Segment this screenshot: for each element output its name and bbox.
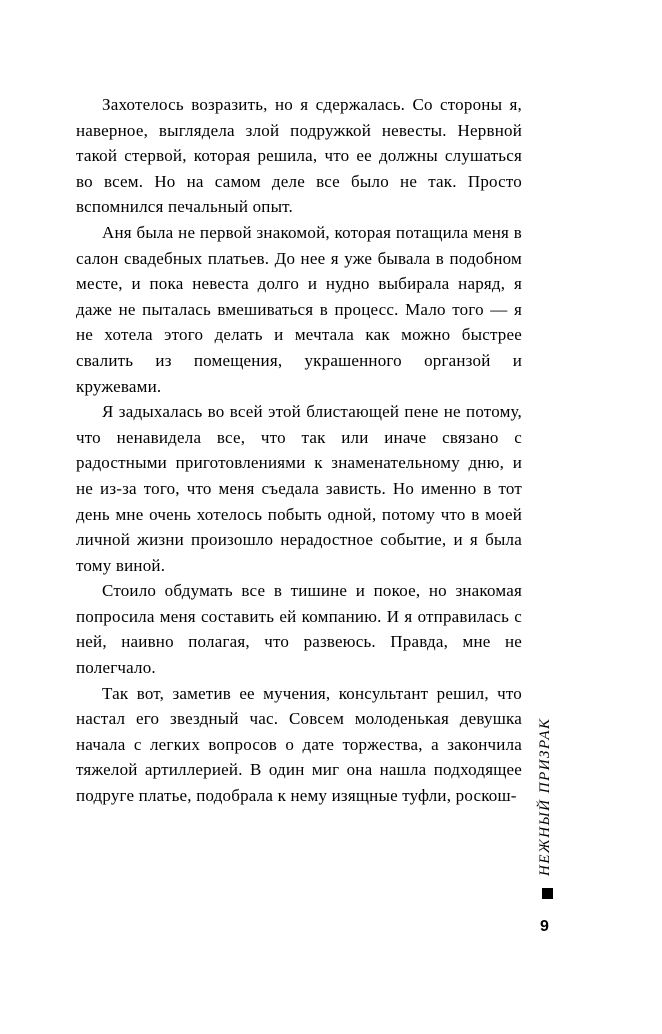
body-text [76,92,522,809]
margin-square-marker [542,888,553,899]
page-number: 9 [540,918,549,935]
paragraph: Захотелось возразить, но я сдержалась. Со стороны я, наверное, выглядела злой подружкой невесты. Нервной такой стервой, которая решила, что ее должны слушаться во всем. Но на самом деле все было не так. Просто вспомнился печальный опыт. [76,95,522,217]
paragraph: Я задыхалась во всей этой блистающей пене не потому, что ненавидела все, что так или иначе связано с радостными приготовлениями к знаменательному дню, и не из-за того, что меня съедала зависть. Но именно в тот день мне очень хотелось побыть одной, потому что в моей личной жизни произошло нерадостное событие, и я была тому виной. [76,402,522,575]
paragraph: Стоило обдумать все в тишине и покое, но знакомая попросила меня составить ей компанию. И я отправилась с ней, наивно полагая, что развеюсь. Правда, мне не полегчало. [76,581,522,678]
series-title-vertical: НЕЖНЫЙ ПРИЗРАК [537,717,553,876]
paragraph: Аня была не первой знакомой, которая потащила меня в салон свадебных платьев. До нее я уже бывала в подобном месте, и пока невеста долго и нудно выбирала наряд, я даже не пыталась вмешиваться в процесс. Мало того — я не хотела этого делать и мечтала как можно быстрее свалить из помещения, украшенного органзой и кружевами. [76,222,522,396]
paragraph: Так вот, заметив ее мучения, консультант решил, что настал его звездный час. Совсем молоденькая девушка начала с легких вопросов о дате торжества, а закончила тяжелой артиллерией. В один миг она нашла подходящее подруге платье, подобрала к нему изящные туфли, роскош- [76,683,522,806]
